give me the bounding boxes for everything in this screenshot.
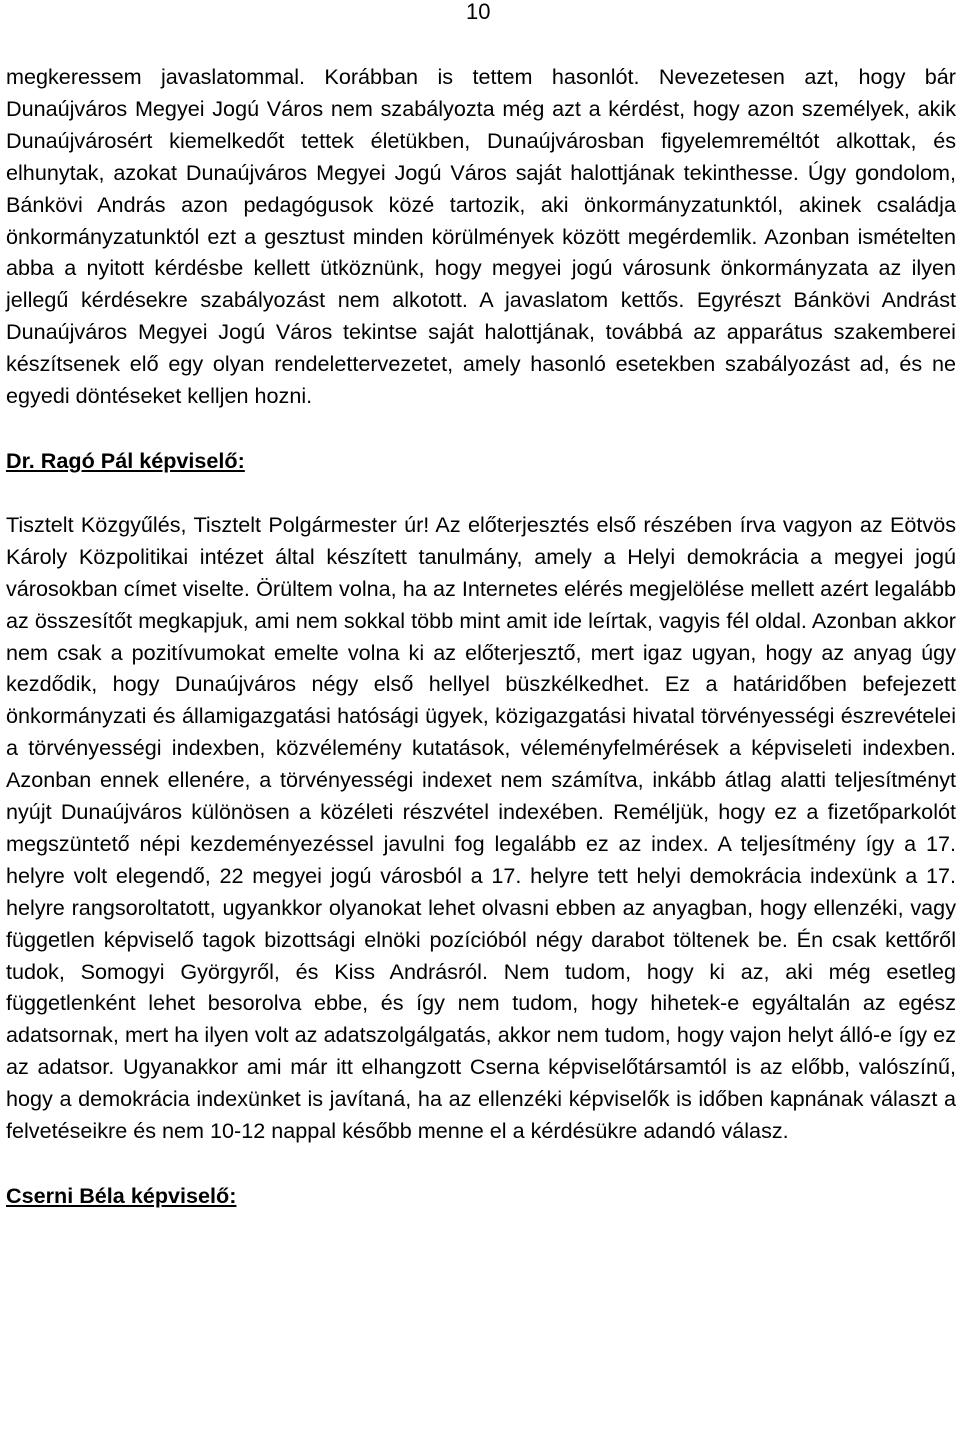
paragraph-rago-pal-speech: Tisztelt Közgyűlés, Tisztelt Polgármester úr! Az előterjesztés első részében írva vagyon az Eötvös Károly Közpolitikai intézet által készített tanulmány, amely a Helyi demokrácia a megyei jogú városokban címet viselte. Örültem volna, ha az Internetes elérés megjelölése mellett azért legalább az összesítőt megkapjuk, ami nem sokkal több mint amit ide leírtak, vagyis fél oldal. Azonban akkor nem csak a pozitívumokat emelte volna ki az előterjesztő, mert igaz ugyan, hogy az anyag úgy kezdődik, hogy Dunaújváros négy első hellyel büszkélkedhet. Ez a határidőben befejezett önkormányzati és államigazgatási hatósági ügyek, közigazgatási hivatal törvényességi észrevételei a törvényességi indexben, közvélemény kutatások, véleményfelmérések a képviseleti indexben. Azonban ennek ellenére, a törvényességi indexet nem számítva, inkább átlag alatti teljesítményt nyújt Dunaújváros különösen a közéleti részvétel indexében. Reméljük, hogy ez a fizetőparkolót megszüntető népi kezdeményezéssel javulni fog legalább ez az index. A teljesítmény így a 17. helyre volt elegendő, 22 megyei jogú városból a 17. helyre tett helyi demokrácia indexünk a 17. helyre rangsoroltatott, ugyankkor olyanokat lehet olvasni ebben az anyagban, hogy ellenzéki, vagy független képviselő tagok bizottsági elnöki pozícióból négy darabot töltenek be. Én csak kettőről tudok, Somogyi Györgyről, és Kiss Andrásról. Nem tudom, hogy ki az, aki még esetleg függetlenként lehet besorolva ebbe, és így nem tudom, hogy hihetek-e egyáltalán az egész adatsornak, mert ha ilyen volt az adatszolgálgatás, akkor nem tudom, hogy vajon helyt álló-e így ez az adatsor. Ugyanakkor ami már itt elhangzott Cserna képviselőtársamtól is az előbb, valószínű, hogy a demokrácia indexünket is javítaná, ha az ellenzéki képviselők is időben kapnának választ a felvetéseikre és nem 10-12 nappal később menne el a kérdésükre adandó válasz. bbox=[6, 511, 956, 1144]
document-body bbox=[6, 61, 956, 1212]
speaker-heading-cserni-bela: Cserni Béla képviselő: bbox=[6, 1183, 237, 1208]
speaker-heading-rago-pal: Dr. Ragó Pál képviselő: bbox=[6, 447, 245, 473]
paragraph-javaslat: megkeressem javaslatommal. Korábban is tettem hasonlót. Nevezetesen azt, hogy bár Dunaújváros Megyei Jogú Város nem szabályozta még azt a kérdést, hogy azon személyek, akik Dunaújvárosért kiemelkedőt tettek életükben, Dunaújvárosban figyelemreméltót alkottak, és elhunytak, azokat Dunaújváros Megyei Jogú Város saját halottjának tekinthesse. Úgy gondolom, Bánkövi András azon pedagógusok közé tartozik, aki önkormányzatunktól, akinek családja önkormányzatunktól ezt a gesztust minden körülmények között megérdemlik. Azonban ismételten abba a nyitott kérdésbe kellett ütköznünk, hogy megyei jogú városunk önkormányzata az ilyen jellegű kérdésekre szabályozást nem alkotott. A javaslatom kettős. Egyrészt Bánkövi Andrást Dunaújváros Megyei Jogú Város tekintse saját halottjának, továbbá az apparátus szakemberei készítsenek elő egy olyan rendelettervezetet, amely hasonló esetekben szabályozást ad, és ne egyedi döntéseket kelljen hozni. bbox=[6, 64, 956, 409]
page-number: 10 bbox=[466, 0, 491, 24]
